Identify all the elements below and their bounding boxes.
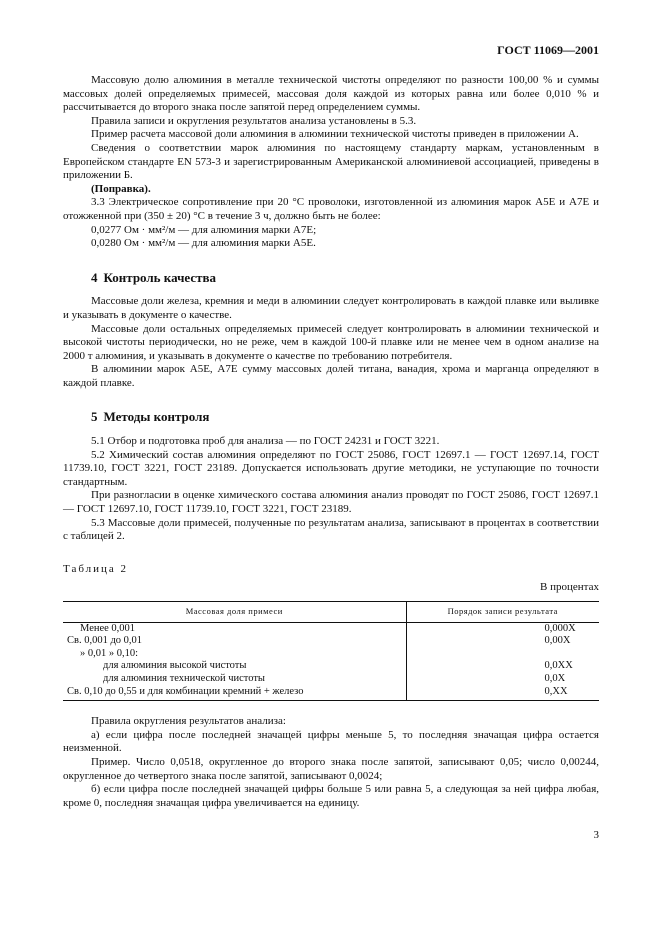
paragraph: Массовые доли остальных определяемых примесей следует контролировать в алюминии технической и высокой чистоты периодически, но не реже, чем в каждой 100-й плавке или не менее чем в одном анализе на 2000 т алюминия, и указывать в документе о качестве по требованию потребителя.: [63, 322, 599, 362]
table-cell-mass-fraction: Св. 0,10 до 0,55 и для комбинации кремний + железо: [63, 686, 406, 701]
section-4-title: Контроль качества: [103, 269, 216, 285]
document-code: ГОСТ 11069—2001: [497, 43, 599, 57]
section-4-heading: [91, 271, 599, 285]
table-units: В процентах: [540, 581, 599, 594]
table-row: [63, 635, 599, 648]
table-body: [63, 622, 599, 701]
table-cell-record-order: 0,XX: [406, 686, 599, 701]
resistance-line-a5e: 0,0280 Ом · мм²/м — для алюминия марки А5Е.: [91, 237, 316, 250]
table-cell-mass-fraction: для алюминия технической чистоты: [63, 673, 406, 686]
paragraph: 5.2 Химический состав алюминия определяют по ГОСТ 25086, ГОСТ 12697.1 — ГОСТ 12697.14, ГОСТ 11739.10, ГОСТ 3221, ГОСТ 23189. Допускается использовать другие методики, не уступающие по точности стандартным.: [63, 448, 599, 488]
paragraph: б) если цифра после последней значащей цифры больше 5 или равна 5, а следующая за ней цифра любая, кроме 0, последняя значащая цифра увеличивается на единицу.: [63, 783, 599, 809]
paragraph: Массовую долю алюминия в металле технической чистоты определяют по разности 100,00 % и суммы массовых долей определяемых примесей, массовая доля каждой из которых равна или более 0,010 % и рассчитывается до второго знака после запятой перед определением суммы.: [63, 74, 599, 114]
amendment-note: (Поправка).: [91, 182, 151, 195]
page-content: [63, 74, 599, 810]
table-2: [63, 601, 599, 701]
paragraph: 5.1 Отбор и подготовка проб для анализа — по ГОСТ 24231 и ГОСТ 3221.: [91, 435, 440, 448]
table-row: [63, 686, 599, 701]
paragraph: В алюминии марок А5Е, А7Е сумму массовых долей титана, ванадия, хрома и марганца определяют в каждой плавке.: [63, 363, 599, 389]
paragraph-3-3: 3.3 Электрическое сопротивление при 20 °С проволоки, изготовленной из алюминия марок А5Е и А7Е и отожженной при (350 ± 20) °С в течение 3 ч, должно быть не более:: [63, 196, 599, 222]
table-cell-record-order: 0,00X: [544, 635, 571, 647]
paragraph: Правила округления результатов анализа:: [91, 715, 286, 728]
table-row: [63, 660, 599, 673]
resistance-line-a7e: 0,0277 Ом · мм²/м — для алюминия марки А7Е;: [91, 223, 317, 236]
table-header-record-order: Порядок записи результата: [406, 602, 599, 623]
table-cell-record-order: 0,0X: [544, 672, 566, 684]
paragraph: Пример расчета массовой доли алюминия в алюминии технической чистоты приведен в приложении А.: [91, 128, 579, 141]
table-cell-mass-fraction: Менее 0,001: [63, 622, 406, 635]
paragraph: При разногласии в оценке химического состава алюминия анализ проводят по ГОСТ 25086, ГОСТ 12697.1 — ГОСТ 12697.10, ГОСТ 11739.10, ГОСТ 3221, ГОСТ 23189.: [63, 489, 599, 516]
table-header-mass-fraction: Массовая доля примеси: [63, 602, 406, 623]
table-cell-record-order: 0,000X: [544, 622, 576, 634]
table-cell-record-order: 0,0XX: [544, 660, 573, 672]
section-5-heading: [91, 410, 599, 424]
section-5-number: 5: [91, 409, 98, 425]
table-cell-mass-fraction: Св. 0,001 до 0,01: [63, 635, 406, 648]
table-row: [63, 673, 599, 686]
table-cell-record-order: [406, 648, 599, 661]
table-cell-mass-fraction: для алюминия высокой чистоты: [63, 660, 406, 673]
page-number: 3: [593, 829, 599, 841]
paragraph: а) если цифра после последней значащей цифры меньше 5, то последняя значащая цифра остается неизменной.: [63, 728, 599, 755]
section-5-title: Методы контроля: [103, 409, 210, 425]
paragraph: Сведения о соответствии марок алюминия по настоящему стандарту маркам, установленным в Европейском стандарте EN 573-3 и зарегистрированным Американской алюминиевой ассоциацией, приведены в приложении Б.: [63, 141, 599, 182]
paragraph: Правила записи и округления результатов анализа установлены в 5.3.: [91, 114, 417, 127]
table-row: [63, 648, 599, 661]
section-4-number: 4: [91, 269, 98, 285]
paragraph: Пример. Число 0,0518, округленное до второго знака после запятой, записывают 0,05; число 0,00244, округленное до четвертого знака после запятой, записывают 0,0024;: [63, 755, 599, 782]
paragraph: Массовые доли железа, кремния и меди в алюминии следует контролировать в каждой плавке или выливке и указывать в документе о качестве.: [63, 295, 599, 321]
table-cell-mass-fraction: » 0,01 » 0,10:: [63, 648, 406, 661]
paragraph: 5.3 Массовые доли примесей, полученные по результатам анализа, записывают в процентах в соответствии с таблицей 2.: [63, 516, 599, 543]
table-label: Таблица 2: [63, 562, 129, 575]
table-row: [63, 622, 599, 635]
